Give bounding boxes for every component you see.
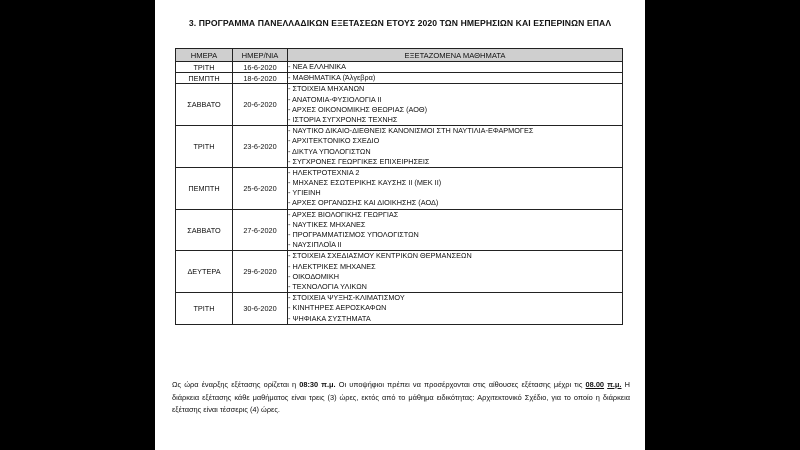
cell-date: 27-6-2020 [233, 209, 288, 251]
subject-item: - ΣΥΓΧΡΟΝΕΣ ΓΕΩΡΓΙΚΕΣ ΕΠΙΧΕΙΡΗΣΕΙΣ [288, 156, 430, 166]
table-row [176, 62, 623, 73]
arrival-time: 08.00 [585, 380, 605, 389]
cell-subjects [288, 251, 623, 293]
table-body [176, 62, 623, 325]
exam-schedule-table [175, 48, 623, 325]
subject-item: - ΑΡΧΙΤΕΚΤΟΝΙΚΟ ΣΧΕΔΙΟ [288, 136, 380, 146]
cell-subjects [288, 73, 623, 84]
cell-date: 25-6-2020 [233, 167, 288, 209]
cell-day: ΣΑΒΒΑΤΟ [176, 209, 233, 251]
subject-item: - ΗΛΕΚΤΡΙΚΕΣ ΜΗΧΑΝΕΣ [288, 261, 376, 271]
subject-item: - ΨΗΦΙΑΚΑ ΣΥΣΤΗΜΑΤΑ [288, 313, 371, 323]
header-day: ΗΜΕΡΑ [176, 49, 233, 62]
table-row [176, 84, 623, 126]
footnote-text-3: Η διάρκεια εξέτασης κάθε μαθήματος είναι τρεις (3) ώρες, εκτός από το μάθημα ειδικότητας: Αρχιτεκτονικό Σχέδιο, για το οποίο η διάρκεια εξέτασης είναι τέσσερις (4) ώρες. [172, 380, 630, 415]
subject-item: - ΠΡΟΓΡΑΜΜΑΤΙΣΜΟΣ ΥΠΟΛΟΓΙΣΤΩΝ [288, 230, 419, 239]
cell-date: 30-6-2020 [233, 293, 288, 325]
cell-subjects [288, 62, 623, 73]
table-row [176, 126, 623, 168]
subject-item: - ΑΝΑΤΟΜΙΑ-ΦΥΣΙΟΛΟΓΙΑ ΙΙ [288, 94, 382, 104]
cell-day: ΤΡΙΤΗ [176, 293, 233, 325]
footnote-text-2: Οι υποψήφιοι πρέπει να προσέρχονται στις αίθουσες εξέτασης μέχρι τις [335, 380, 586, 389]
cell-subjects [288, 209, 623, 251]
document-page [155, 0, 645, 450]
header-subjects: ΕΞΕΤΑΖΟΜΕΝΑ ΜΑΘΗΜΑΤΑ [288, 49, 623, 62]
cell-date: 20-6-2020 [233, 84, 288, 126]
cell-day: ΤΡΙΤΗ [176, 126, 233, 168]
arrival-time-suffix: π.μ. [607, 380, 622, 389]
subject-item: - ΟΙΚΟΔΟΜΙΚΗ [288, 271, 339, 281]
cell-day: ΤΡΙΤΗ [176, 62, 233, 73]
subject-item: - ΗΛΕΚΤΡΟΤΕΧΝΙΑ 2 [288, 167, 360, 177]
subject-item: - ΣΤΟΙΧΕΙΑ ΣΧΕΔΙΑΣΜΟΥ ΚΕΝΤΡΙΚΩΝ ΘΕΡΜΑΝΣΕΩΝ [288, 251, 472, 261]
table-row [176, 293, 623, 325]
table-row [176, 73, 623, 84]
subject-item: - ΜΑΘΗΜΑΤΙΚΑ (Άλγεβρα) [288, 73, 376, 83]
cell-date: 18-6-2020 [233, 73, 288, 84]
document-title: 3. ΠΡΟΓΡΑΜΜΑ ΠΑΝΕΛΛΑΔΙΚΩΝ ΕΞΕΤΑΣΕΩΝ ΕΤΟΥΣ 2020 ΤΩΝ ΗΜΕΡΗΣΙΩΝ ΚΑΙ ΕΣΠΕΡΙΝΩΝ ΕΠΑΛ [188, 18, 612, 28]
footnote-text-1: Ως ώρα έναρξης εξέτασης ορίζεται η [172, 380, 300, 389]
cell-date: 16-6-2020 [233, 62, 288, 73]
cell-date: 29-6-2020 [233, 251, 288, 293]
subject-item: - ΝΑΥΤΙΚΟ ΔΙΚΑΙΟ-ΔΙΕΘΝΕΙΣ ΚΑΝΟΝΙΣΜΟΙ ΣΤΗ ΝΑΥΤΙΛΙΑ-ΕΦΑΡΜΟΓΕΣ [288, 126, 534, 136]
cell-day: ΣΑΒΒΑΤΟ [176, 84, 233, 126]
cell-day: ΠΕΜΠΤΗ [176, 167, 233, 209]
start-time: 08:30 π.μ. [299, 380, 336, 389]
subject-item: - ΚΙΝΗΤΗΡΕΣ ΑΕΡΟΣΚΑΦΩΝ [288, 303, 387, 313]
table-row [176, 167, 623, 209]
subject-item: - ΤΕΧΝΟΛΟΓΙΑ ΥΛΙΚΩΝ [288, 281, 367, 291]
header-date: ΗΜΕΡ/ΝΙΑ [233, 49, 288, 62]
cell-date: 23-6-2020 [233, 126, 288, 168]
cell-subjects [288, 126, 623, 168]
subject-item: - ΙΣΤΟΡΙΑ ΣΥΓΧΡΟΝΗΣ ΤΕΧΝΗΣ [288, 114, 398, 124]
table-header-row [176, 49, 623, 62]
subject-item: - ΥΓΙΕΙΝΗ [288, 188, 321, 198]
subject-item: - ΝΕΑ ΕΛΛΗΝΙΚΑ [288, 62, 347, 71]
subject-item: - ΝΑΥΤΙΚΕΣ ΜΗΧΑΝΕΣ [288, 219, 366, 229]
cell-subjects [288, 84, 623, 126]
subject-item: - ΔΙΚΤΥΑ ΥΠΟΛΟΓΙΣΤΩΝ [288, 146, 371, 156]
subject-item: - ΜΗΧΑΝΕΣ ΕΣΩΤΕΡΙΚΗΣ ΚΑΥΣΗΣ ΙΙ (ΜΕΚ ΙΙ) [288, 178, 442, 188]
cell-day: ΔΕΥΤΕΡΑ [176, 251, 233, 293]
cell-subjects [288, 293, 623, 325]
subject-item: - ΝΑΥΣΙΠΛΟΪΑ ΙΙ [288, 240, 342, 250]
table-row [176, 209, 623, 251]
cell-subjects [288, 167, 623, 209]
subject-item: - ΑΡΧΕΣ ΟΙΚΟΝΟΜΙΚΗΣ ΘΕΩΡΙΑΣ (ΑΟΘ) [288, 104, 428, 114]
subject-item: - ΑΡΧΕΣ ΒΙΟΛΟΓΙΚΗΣ ΓΕΩΡΓΙΑΣ [288, 209, 399, 219]
subject-item: - ΣΤΟΙΧΕΙΑ ΨΥΞΗΣ-ΚΛΙΜΑΤΙΣΜΟΥ [288, 293, 405, 303]
cell-day: ΠΕΜΠΤΗ [176, 73, 233, 84]
subject-item: - ΣΤΟΙΧΕΙΑ ΜΗΧΑΝΩΝ [288, 84, 365, 94]
subject-item: - ΑΡΧΕΣ ΟΡΓΑΝΩΣΗΣ ΚΑΙ ΔΙΟΙΚΗΣΗΣ (ΑΟΔ) [288, 198, 439, 208]
footnote [172, 379, 630, 417]
table-row [176, 251, 623, 293]
